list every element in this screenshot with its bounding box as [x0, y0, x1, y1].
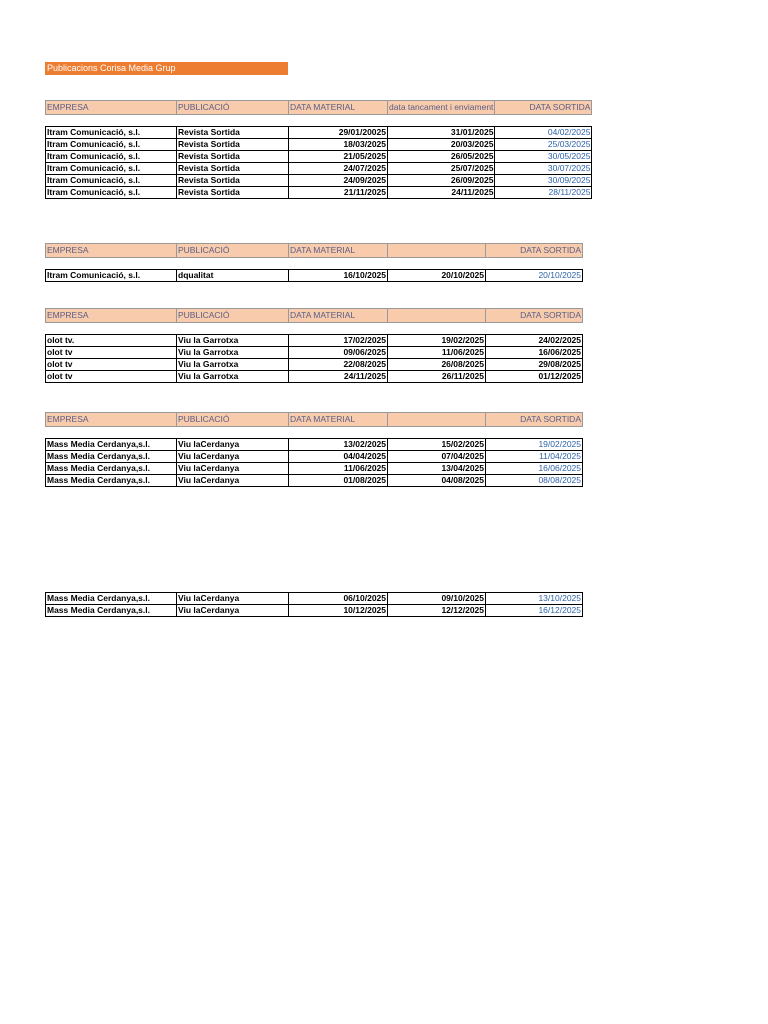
cell-data-tancament: 04/08/2025 [388, 475, 486, 487]
table-row [46, 335, 583, 347]
cell-data-tancament: 15/02/2025 [388, 439, 486, 451]
header-data-material: DATA MATERIAL [289, 309, 388, 323]
cell-data-tancament: 25/07/2025 [388, 163, 495, 175]
cell-data-tancament: 24/11/2025 [388, 187, 495, 199]
cell-data-tancament: 13/04/2025 [388, 463, 486, 475]
cell-data-tancament: 12/12/2025 [388, 605, 486, 617]
header-publicacio: PUBLICACIÓ [177, 309, 289, 323]
cell-empresa: olot tv [46, 371, 177, 383]
header-data-sortida: DATA SORTIDA [486, 413, 583, 427]
cell-data-material: 24/11/2025 [289, 371, 388, 383]
cell-data-sortida: 01/12/2025 [486, 371, 583, 383]
header-empresa: EMPRESA [46, 244, 177, 258]
cell-empresa: Itram Comunicació, s.l. [46, 139, 177, 151]
cell-data-sortida: 19/02/2025 [486, 439, 583, 451]
cell-data-sortida: 11/04/2025 [486, 451, 583, 463]
table-row [46, 175, 592, 187]
header-data-material: DATA MATERIAL [289, 101, 388, 115]
table-row [46, 463, 583, 475]
cell-publicacio: Revista Sortida [177, 163, 289, 175]
cell-data-tancament: 31/01/2025 [388, 127, 495, 139]
cell-empresa: Itram Comunicació, s.l. [46, 270, 177, 282]
header-empty [388, 413, 486, 427]
schedule-table-cerdanya [45, 412, 583, 487]
cell-data-sortida: 30/09/2025 [495, 175, 592, 187]
cell-data-material: 29/01/20025 [289, 127, 388, 139]
cell-publicacio: Revista Sortida [177, 139, 289, 151]
table-row [46, 593, 583, 605]
schedule-table-sortida [45, 100, 592, 199]
cell-publicacio: Viu laCerdanya [177, 475, 289, 487]
cell-data-tancament: 26/08/2025 [388, 359, 486, 371]
header-empresa: EMPRESA [46, 413, 177, 427]
cell-data-tancament: 26/05/2025 [388, 151, 495, 163]
cell-data-sortida: 29/08/2025 [486, 359, 583, 371]
cell-data-tancament: 26/09/2025 [388, 175, 495, 187]
cell-data-sortida: 16/06/2025 [486, 347, 583, 359]
table-row [46, 347, 583, 359]
cell-data-tancament: 09/10/2025 [388, 593, 486, 605]
table-row [46, 187, 592, 199]
cell-publicacio: Revista Sortida [177, 151, 289, 163]
cell-publicacio: Revista Sortida [177, 187, 289, 199]
schedule-table-garrotxa [45, 308, 583, 383]
cell-data-sortida: 04/02/2025 [495, 127, 592, 139]
cell-data-material: 16/10/2025 [289, 270, 388, 282]
header-publicacio: PUBLICACIÓ [177, 413, 289, 427]
header-data-tancament: data tancament i enviament [388, 101, 495, 115]
header-data-material: DATA MATERIAL [289, 413, 388, 427]
cell-data-material: 01/08/2025 [289, 475, 388, 487]
cell-publicacio: Viu la Garrotxa [177, 335, 289, 347]
table-row [46, 605, 583, 617]
header-data-sortida: DATA SORTIDA [486, 244, 583, 258]
cell-data-tancament: 20/03/2025 [388, 139, 495, 151]
cell-data-sortida: 28/11/2025 [495, 187, 592, 199]
cell-data-material: 22/08/2025 [289, 359, 388, 371]
cell-publicacio: Viu laCerdanya [177, 451, 289, 463]
table-row [46, 163, 592, 175]
table-header-row [46, 309, 583, 323]
cell-publicacio: Viu laCerdanya [177, 605, 289, 617]
cell-data-sortida: 24/02/2025 [486, 335, 583, 347]
cell-data-material: 18/03/2025 [289, 139, 388, 151]
cell-data-tancament: 20/10/2025 [388, 270, 486, 282]
table-header-row [46, 413, 583, 427]
cell-data-material: 24/07/2025 [289, 163, 388, 175]
cell-data-material: 06/10/2025 [289, 593, 388, 605]
header-data-sortida: DATA SORTIDA [495, 101, 592, 115]
cell-data-sortida: 08/08/2025 [486, 475, 583, 487]
cell-data-sortida: 16/06/2025 [486, 463, 583, 475]
table-row [46, 151, 592, 163]
cell-publicacio: Revista Sortida [177, 127, 289, 139]
cell-data-material: 09/06/2025 [289, 347, 388, 359]
cell-empresa: olot tv [46, 359, 177, 371]
table-row [46, 359, 583, 371]
sheet-title: Publicacions Corisa Media Grup [45, 62, 288, 75]
table-header-row [46, 244, 583, 258]
cell-data-material: 04/04/2025 [289, 451, 388, 463]
cell-data-sortida: 30/05/2025 [495, 151, 592, 163]
cell-data-material: 24/09/2025 [289, 175, 388, 187]
cell-data-sortida: 25/03/2025 [495, 139, 592, 151]
cell-empresa: Itram Comunicació, s.l. [46, 175, 177, 187]
table-row [46, 270, 583, 282]
table-row [46, 127, 592, 139]
cell-empresa: olot tv [46, 347, 177, 359]
header-data-sortida: DATA SORTIDA [486, 309, 583, 323]
cell-data-material: 21/11/2025 [289, 187, 388, 199]
header-publicacio: PUBLICACIÓ [177, 101, 289, 115]
cell-empresa: Mass Media Cerdanya,s.l. [46, 451, 177, 463]
schedule-table-cerdanya-extra [45, 592, 583, 617]
cell-data-sortida: 20/10/2025 [486, 270, 583, 282]
cell-data-sortida: 13/10/2025 [486, 593, 583, 605]
header-empty [388, 244, 486, 258]
cell-data-material: 17/02/2025 [289, 335, 388, 347]
table-row [46, 371, 583, 383]
cell-data-tancament: 07/04/2025 [388, 451, 486, 463]
cell-empresa: Itram Comunicació, s.l. [46, 163, 177, 175]
cell-data-material: 10/12/2025 [289, 605, 388, 617]
cell-data-material: 11/06/2025 [289, 463, 388, 475]
cell-publicacio: Viu la Garrotxa [177, 359, 289, 371]
cell-data-sortida: 16/12/2025 [486, 605, 583, 617]
cell-empresa: Mass Media Cerdanya,s.l. [46, 593, 177, 605]
table-header-row [46, 101, 592, 115]
header-empresa: EMPRESA [46, 309, 177, 323]
schedule-table-dqualitat [45, 243, 583, 282]
table-row [46, 475, 583, 487]
cell-publicacio: Viu laCerdanya [177, 593, 289, 605]
cell-data-sortida: 30/07/2025 [495, 163, 592, 175]
cell-empresa: Itram Comunicació, s.l. [46, 187, 177, 199]
header-empty [388, 309, 486, 323]
cell-data-tancament: 19/02/2025 [388, 335, 486, 347]
cell-empresa: Mass Media Cerdanya,s.l. [46, 475, 177, 487]
cell-publicacio: dqualitat [177, 270, 289, 282]
cell-publicacio: Viu laCerdanya [177, 439, 289, 451]
cell-publicacio: Viu la Garrotxa [177, 347, 289, 359]
cell-data-material: 21/05/2025 [289, 151, 388, 163]
header-empresa: EMPRESA [46, 101, 177, 115]
cell-empresa: Mass Media Cerdanya,s.l. [46, 439, 177, 451]
cell-data-material: 13/02/2025 [289, 439, 388, 451]
cell-data-tancament: 11/06/2025 [388, 347, 486, 359]
cell-empresa: Mass Media Cerdanya,s.l. [46, 463, 177, 475]
header-publicacio: PUBLICACIÓ [177, 244, 289, 258]
cell-empresa: Mass Media Cerdanya,s.l. [46, 605, 177, 617]
table-row [46, 439, 583, 451]
cell-empresa: olot tv. [46, 335, 177, 347]
cell-publicacio: Viu la Garrotxa [177, 371, 289, 383]
cell-publicacio: Revista Sortida [177, 175, 289, 187]
cell-empresa: Itram Comunicació, s.l. [46, 151, 177, 163]
header-data-material: DATA MATERIAL [289, 244, 388, 258]
cell-data-tancament: 26/11/2025 [388, 371, 486, 383]
cell-publicacio: Viu laCerdanya [177, 463, 289, 475]
cell-empresa: Itram Comunicació, s.l. [46, 127, 177, 139]
table-row [46, 139, 592, 151]
table-row [46, 451, 583, 463]
